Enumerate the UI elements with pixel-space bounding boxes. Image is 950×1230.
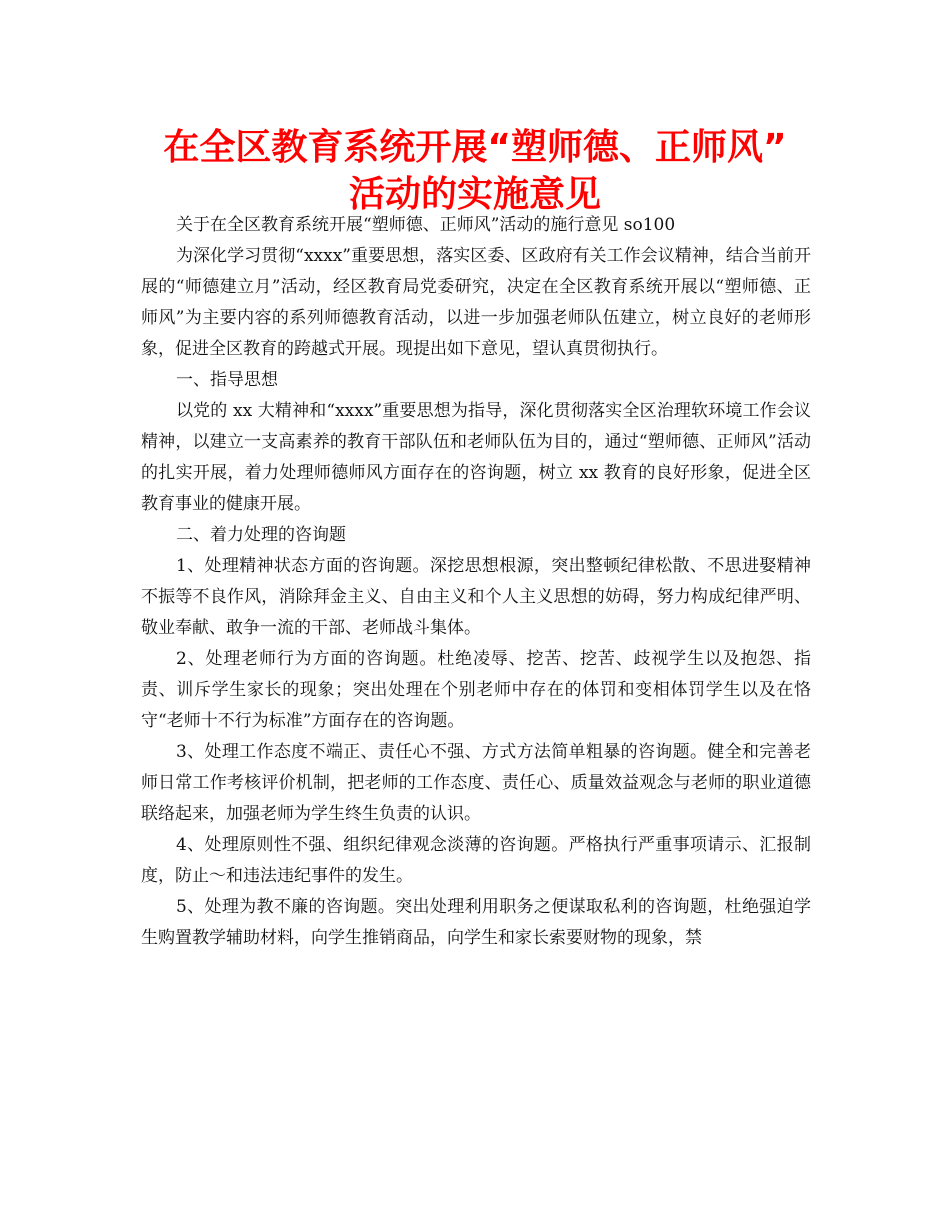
document-title-line-1: 在全区教育系统开展“塑师德、正师风” [163, 127, 787, 168]
problem-item-4: 4、处理原则性不强、组织纪律观念淡薄的咨询题。严格执行严重事项请示、汇报制度，防止～和违法违纪事件的发生。 [141, 835, 811, 886]
section-heading-key-problems: 二、着力处理的咨询题 [176, 525, 346, 545]
intro-paragraph: 为深化学习贯彻“xxxx”重要思想，落实区委、区政府有关工作会议精神，结合当前开展的“师德建立月”活动，经区教育局党委研究，决定在全区教育系统开展以“塑师德、正师风”为主要内容的系列师德教育活动，以进一步加强老师队伍建立，树立良好的老师形象，促进全区教育的跨越式开展。现提出如下意见，望认真贯彻执行。 [141, 246, 811, 359]
problem-item-2: 2、处理老师行为方面的咨询题。杜绝凌辱、挖苦、挖苦、歧视学生以及抱怨、指责、训斥学生家长的现象；突出处理在个别老师中存在的体罚和变相体罚学生以及在恪守“老师十不行为标准”方面存在的咨询题。 [141, 649, 811, 731]
problem-item-1: 1、处理精神状态方面的咨询题。深挖思想根源，突出整顿纪律松散、不思进娶精神不振等不良作风，消除拜金主义、自由主义和个人主义思想的妨碍，努力构成纪律严明、敬业奉献、敢争一流的干部、老师战斗集体。 [141, 556, 811, 638]
section-heading-guiding-ideology: 一、指导思想 [176, 370, 278, 390]
subtitle-paragraph: 关于在全区教育系统开展“塑师德、正师风”活动的施行意见 so100 [176, 215, 676, 235]
problem-item-5: 5、处理为教不廉的咨询题。突出处理利用职务之便谋取私利的咨询题，杜绝强迫学生购置教学辅助材料，向学生推销商品，向学生和家长索要财物的现象，禁 [141, 897, 811, 948]
guiding-ideology-paragraph: 以党的 xx 大精神和“xxxx”重要思想为指导，深化贯彻落实全区治理软环境工作会议精神，以建立一支高素养的教育干部队伍和老师队伍为目的，通过“塑师德、正师风”活动的扎实开展，着力处理师德师风方面存在的咨询题，树立 xx 教育的良好形象，促进全区教育事业的健康开展。 [141, 401, 811, 514]
problem-item-3: 3、处理工作态度不端正、责任心不强、方式方法简单粗暴的咨询题。健全和完善老师日常工作考核评价机制，把老师的工作态度、责任心、质量效益观念与老师的职业道德联络起来，加强老师为学生终生负责的认识。 [141, 742, 811, 824]
document-body [141, 210, 811, 954]
document-title-line-2: 活动的实施意见 [348, 174, 601, 215]
